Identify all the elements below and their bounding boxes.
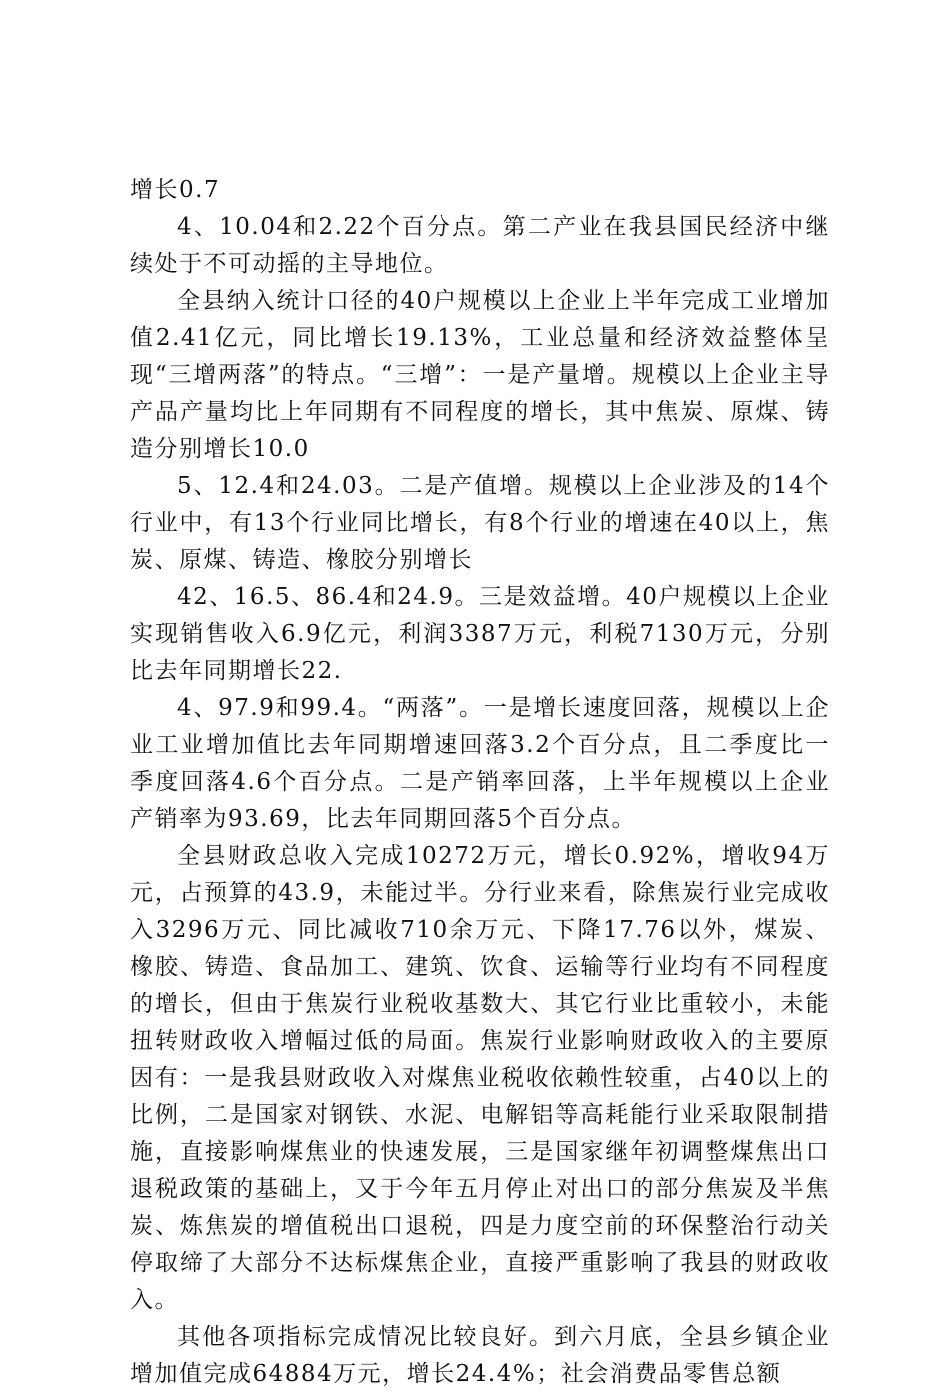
paragraph-7: 全县财政总收入完成10272万元，增长0.92%，增收94万元，占预算的43.9，未能过半。分行业来看，除焦炭行业完成收入3296万元、同比减收710余万元、下降17.76以外，煤炭、橡胶、铸造、食品加工、建筑、饮食、运输等行业均有不同程度的增长，但由于焦炭行业税收基数大、其它行业比重较小，未能扭转财政收入增幅过低的局面。焦炭行业影响财政收入的主要原因有：一是我县财政收入对煤焦业税收依赖性较重，占40以上的比例，二是国家对钢铁、水泥、电解铝等高耗能行业采取限制措施，直接影响煤焦业的快速发展，三是国家继年初调整煤焦出口退税政策的基础上，又于今年五月停止对出口的部分焦炭及半焦炭、炼焦炭的增值税出口退税，四是力度空前的环保整治行动关停取缔了大部分不达标煤焦企业，直接严重影响了我县的财政收入。	[130, 843, 830, 1313]
paragraph-5: 42、16.5、86.4和24.9。三是效益增。40户规模以上企业实现销售收入6.9亿元，利润3387万元，利税7130万元，分别比去年同期增长22.	[130, 584, 830, 684]
paragraph-4: 5、12.4和24.03。二是产值增。规模以上企业涉及的14个行业中，有13个行业同比增长，有8个行业的增速在40以上，焦炭、原煤、铸造、橡胶分别增长	[130, 473, 830, 573]
paragraph-8: 其他各项指标完成情况比较良好。到六月底，全县乡镇企业增加值完成64884万元，增长24.4%；社会消费品零售总额	[130, 1324, 830, 1387]
paragraph-1: 增长0.7	[130, 177, 221, 203]
paragraph-3: 全县纳入统计口径的40户规模以上企业上半年完成工业增加值2.41亿元，同比增长19.13%，工业总量和经济效益整体呈现“三增两落”的特点。“三增”：一是产量增。规模以上企业主导产品产量均比上年同期有不同程度的增长，其中焦炭、原煤、铸造分别增长10.0	[130, 288, 830, 462]
paragraph-2: 4、10.04和2.22个百分点。第二产业在我县国民经济中继续处于不可动摇的主导地位。	[130, 214, 830, 277]
paragraph-6: 4、97.9和99.4。“两落”。一是增长速度回落，规模以上企业工业增加值比去年同期增速回落3.2个百分点，且二季度比一季度回落4.6个百分点。二是产销率回落，上半年规模以上企业产销率为93.69，比去年同期回落5个百分点。	[130, 695, 830, 832]
document-body	[130, 172, 830, 1393]
